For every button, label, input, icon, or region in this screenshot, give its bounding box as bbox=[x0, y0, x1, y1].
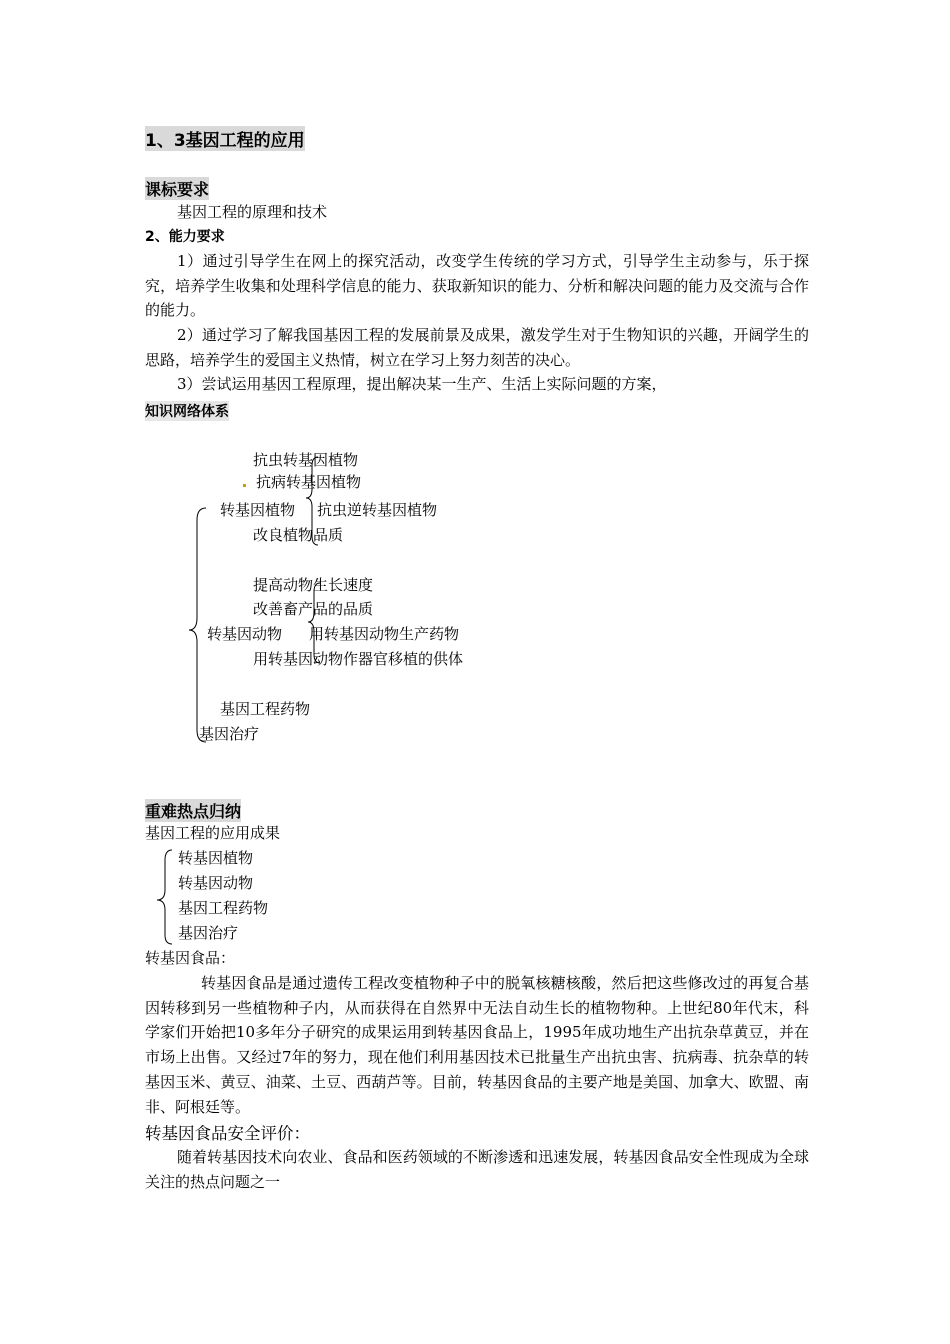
curriculum-heading: 课标要求 bbox=[145, 177, 209, 200]
keypoints-item-1: 转基因植物 bbox=[178, 849, 254, 867]
animals-label: 转基因动物 bbox=[207, 625, 283, 643]
keypoints-item-4: 基因治疗 bbox=[178, 924, 239, 942]
plants-item-3: 抗虫逆转基因植物 bbox=[317, 501, 438, 519]
animals-item-1: 提高动物生长速度 bbox=[253, 576, 374, 594]
plants-label: 转基因植物 bbox=[220, 501, 296, 519]
keypoints-intro: 基因工程的应用成果 bbox=[145, 824, 281, 842]
page-title: 1、3基因工程的应用 bbox=[145, 126, 305, 151]
keypoints-item-2: 转基因动物 bbox=[178, 874, 254, 892]
ability-paragraph-3: 3）尝试运用基因工程原理，提出解决某一生产、生活上实际问题的方案， bbox=[177, 375, 667, 393]
animals-item-2: 改善畜产品的品质 bbox=[253, 600, 374, 618]
keypoints-item-3: 基因工程药物 bbox=[178, 899, 269, 917]
bullet-dot-icon bbox=[243, 484, 246, 487]
safety-paragraph: 随着转基因技术向农业、食品和医药领域的不断渗透和迅速发展，转基因食品安全性现成为全球关注的热点问题之一 bbox=[145, 1148, 809, 1191]
main-brace bbox=[189, 508, 206, 742]
plants-item-1: 抗虫转基因植物 bbox=[253, 451, 359, 469]
plants-item-4: 改良植物品质 bbox=[253, 526, 344, 544]
ability-paragraph-1: 1）通过引导学生在网上的探究活动，改变学生传统的学习方式，引导学生主动参与，乐于探究，培养学生收集和处理科学信息的能力、获取新知识的能力、分析和解决问题的能力及交流与合作的能力。 bbox=[145, 252, 809, 319]
animals-item-4: 用转基因动物作器官移植的供体 bbox=[253, 650, 464, 668]
safety-label: 转基因食品安全评价： bbox=[145, 1124, 310, 1143]
curriculum-line: 基因工程的原理和技术 bbox=[177, 203, 328, 221]
animals-item-3: 用转基因动物生产药物 bbox=[309, 625, 460, 643]
keypoints-heading: 重难热点归纳 bbox=[145, 799, 241, 822]
plants-item-2: 抗病转基因植物 bbox=[256, 473, 362, 491]
network-heading: 知识网络体系 bbox=[145, 401, 229, 421]
ability-paragraph-2: 2）通过学习了解我国基因工程的发展前景及成果，激发学生对于生物知识的兴趣，开阔学生的思路，培养学生的爱国主义热情，树立在学习上努力刻苦的决心。 bbox=[145, 326, 809, 369]
food-label: 转基因食品： bbox=[145, 949, 236, 967]
food-paragraph: 转基因食品是通过遗传工程改变植物种子中的脱氧核糖核酸，然后把这些修改过的再复合基因转移到另一些植物种子内，从而获得在自然界中无法自动生长的植物物种。上世纪80年代末，科学家们开始把10多年分子研究的成果运用到转基因食品上，1995年成功地生产出抗杂草黄豆，并在市场上出售。又经过7年的努力，现在他们利用基因技术已批量生产出抗虫害、抗病毒、抗杂草的转基因玉米、黄豆、油菜、土豆、西葫芦等。目前，转基因食品的主要产地是美国、加拿大、欧盟、南非、阿根廷等。 bbox=[145, 974, 809, 1116]
ability-heading: 2、能力要求 bbox=[145, 229, 225, 245]
therapy-label: 基因治疗 bbox=[199, 725, 260, 743]
keypoints-brace bbox=[157, 850, 172, 944]
drugs-label: 基因工程药物 bbox=[220, 700, 311, 718]
